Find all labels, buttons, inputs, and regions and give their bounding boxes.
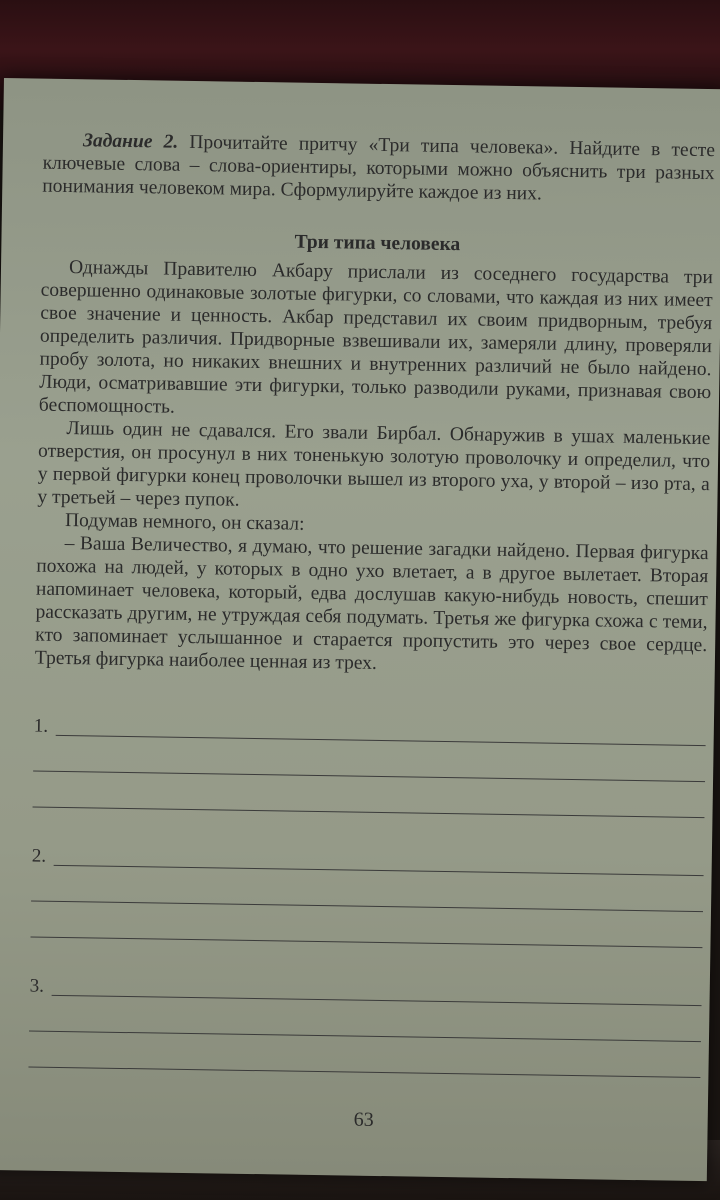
story-paragraph: Лишь один не сдавался. Его звали Бирбал. Обнаружив в ушах маленькие отверстия, он просунул в них тоненькую золотую проволочку и определил, что у первой фигурки конец проволочки вышел из второго уха, у второй – изо рта, а у третьей – через пупок. bbox=[37, 418, 711, 511]
story-title: Три типа человека bbox=[294, 231, 461, 256]
answer-block-2 bbox=[30, 834, 704, 953]
story-paragraph: Подумав немного, он сказал: bbox=[64, 510, 305, 535]
answer-line[interactable] bbox=[33, 807, 705, 819]
answer-number: 2. bbox=[31, 845, 47, 867]
book-page bbox=[0, 78, 720, 1181]
page-number: 63 bbox=[353, 1108, 374, 1131]
story-paragraph: Однажды Правителю Акбару прислали из соседнего государства три совершенно одинаковые золотые фигурки, со словами, что каждая из них имеет свое значение и ценность. Акбар представил их своим придворным, требуя определить различия. Придворные взвешивали их, замеряли длину, проверяли пробу золота, но никаких внешних и внутренних различий не было найдено. Люди, осматривавшие эти фигурки, только разводили руками, признавая свою беспомощность. bbox=[38, 257, 714, 418]
answer-block-3 bbox=[28, 964, 702, 1083]
answer-number: 1. bbox=[33, 715, 49, 737]
answer-line[interactable] bbox=[28, 1067, 700, 1079]
answer-block-1 bbox=[32, 704, 706, 823]
task-label: Задание 2. bbox=[82, 130, 179, 153]
story-paragraph: – Ваша Величество, я думаю, что решение загадки найдено. Первая фигурка похожа на людей, у которых в одно ухо влетает, а в другое вылетает. Вторая напоминает человека, который, едва дослушав какую-нибудь новость, спешит рассказать другим, не утруждая себя подумать. Третья же фигурка схожа с теми, кто запоминает услышанное и старается пропустить это через свое сердце. Третья фигурка наиболее ценная из трех. bbox=[34, 533, 709, 674]
answer-lines bbox=[28, 704, 706, 1083]
answer-line[interactable] bbox=[31, 937, 703, 949]
page-content bbox=[28, 129, 716, 1131]
task-instruction bbox=[42, 129, 715, 209]
task-text: Прочитайте притчу «Три типа человека». Найдите в тесте ключевые слова – слова-ориентиры, которыми можно объяснить три разных понимания человеком мира. Сформулируйте каждое из них. bbox=[42, 131, 716, 205]
story-text bbox=[35, 256, 713, 681]
answer-number: 3. bbox=[29, 975, 45, 997]
